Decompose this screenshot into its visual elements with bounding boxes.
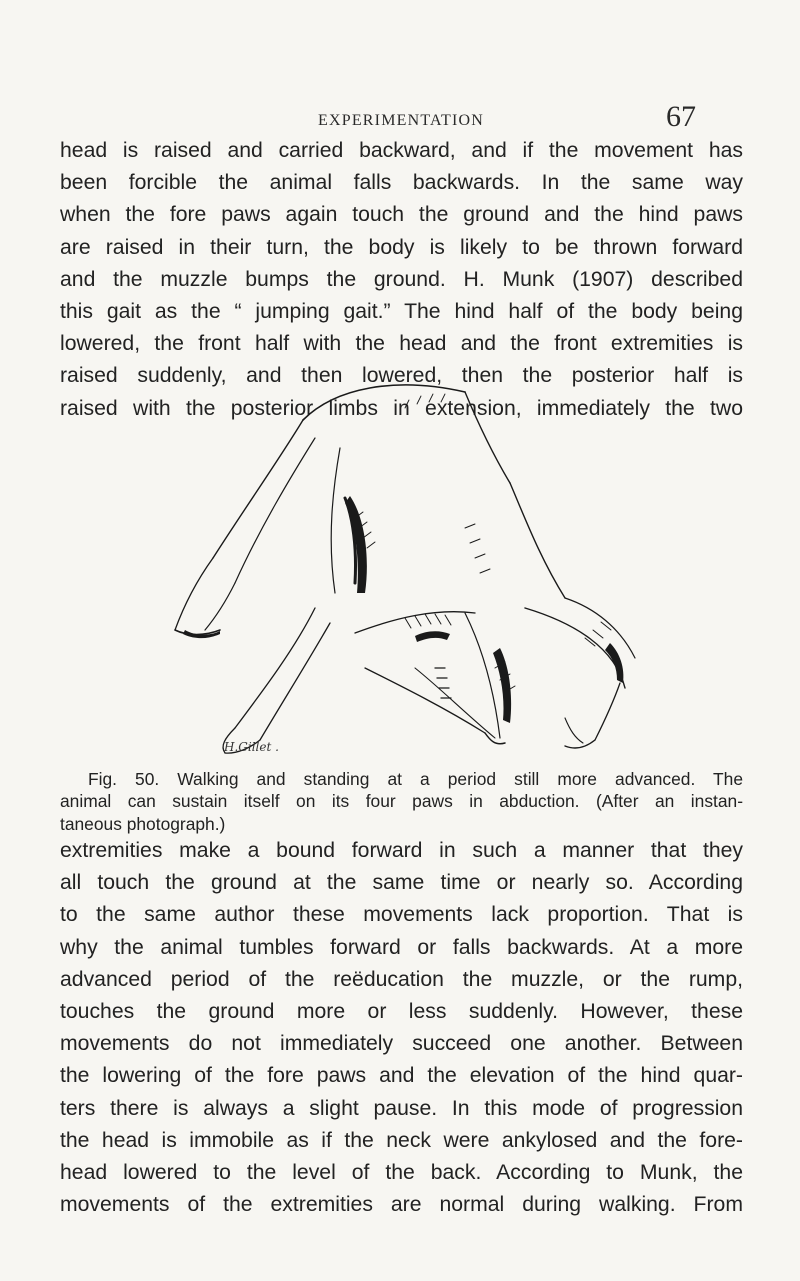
paragraph-bottom (60, 835, 743, 1221)
text-line: touches the ground more or less suddenly. However, these (60, 1000, 743, 1024)
text-line: why the animal tumbles forward or falls backwards. At a more (60, 935, 743, 959)
text-line: been forcible the animal falls backwards. In the same way (60, 171, 743, 195)
text-line: movements of the extremities are normal during walking. From (60, 1193, 743, 1217)
text-line: advanced period of the reëducation the muzzle, or the rump, (60, 967, 743, 991)
text-line: when the fore paws again touch the ground and the hind paws (60, 203, 743, 227)
text-line: ters there is always a slight pause. In this mode of progression (60, 1096, 743, 1120)
text-line: movements do not immediately succeed one another. Between (60, 1032, 743, 1056)
caption-line: animal can sustain itself on its four paws in abduction. (After an instan- (60, 791, 743, 812)
text-line: extremities make a bound forward in such a manner that they (60, 839, 743, 862)
text-line: lowered, the front half with the head and the front extremities is (60, 332, 743, 356)
text-line: to the same author these movements lack proportion. That is (60, 903, 743, 927)
caption-line: taneous photograph.) (60, 813, 226, 834)
artist-signature: H.Gillet . (224, 740, 279, 754)
text-line: are raised in their turn, the body is likely to be thrown forward (60, 235, 743, 259)
caption-line: Fig. 50. Walking and standing at a period still more advanced. The (88, 769, 743, 789)
text-line: head lowered to the level of the back. According to Munk, the (60, 1161, 743, 1185)
text-line: and the muzzle bumps the ground. H. Munk (1907) described (60, 267, 743, 291)
text-line: the lowering of the fore paws and the elevation of the hind quar- (60, 1064, 743, 1088)
running-title: EXPERIMENTATION (318, 112, 485, 129)
text-line: the head is immobile as if the neck were ankylosed and the fore- (60, 1128, 743, 1152)
figure-illustration (165, 368, 655, 760)
text-line: this gait as the “ jumping gait.” The hind half of the body being (60, 300, 743, 324)
text-line: raised with the posterior limbs in extension, immediately the two (60, 396, 743, 420)
text-line: all touch the ground at the same time or nearly so. According (60, 871, 743, 895)
text-line: head is raised and carried backward, and if the movement has (60, 139, 743, 162)
text-line: raised suddenly, and then lowered, then the posterior half is (60, 364, 743, 388)
figure-caption (60, 768, 743, 835)
page-number: 67 (666, 100, 696, 133)
dog-drawing (165, 368, 655, 760)
